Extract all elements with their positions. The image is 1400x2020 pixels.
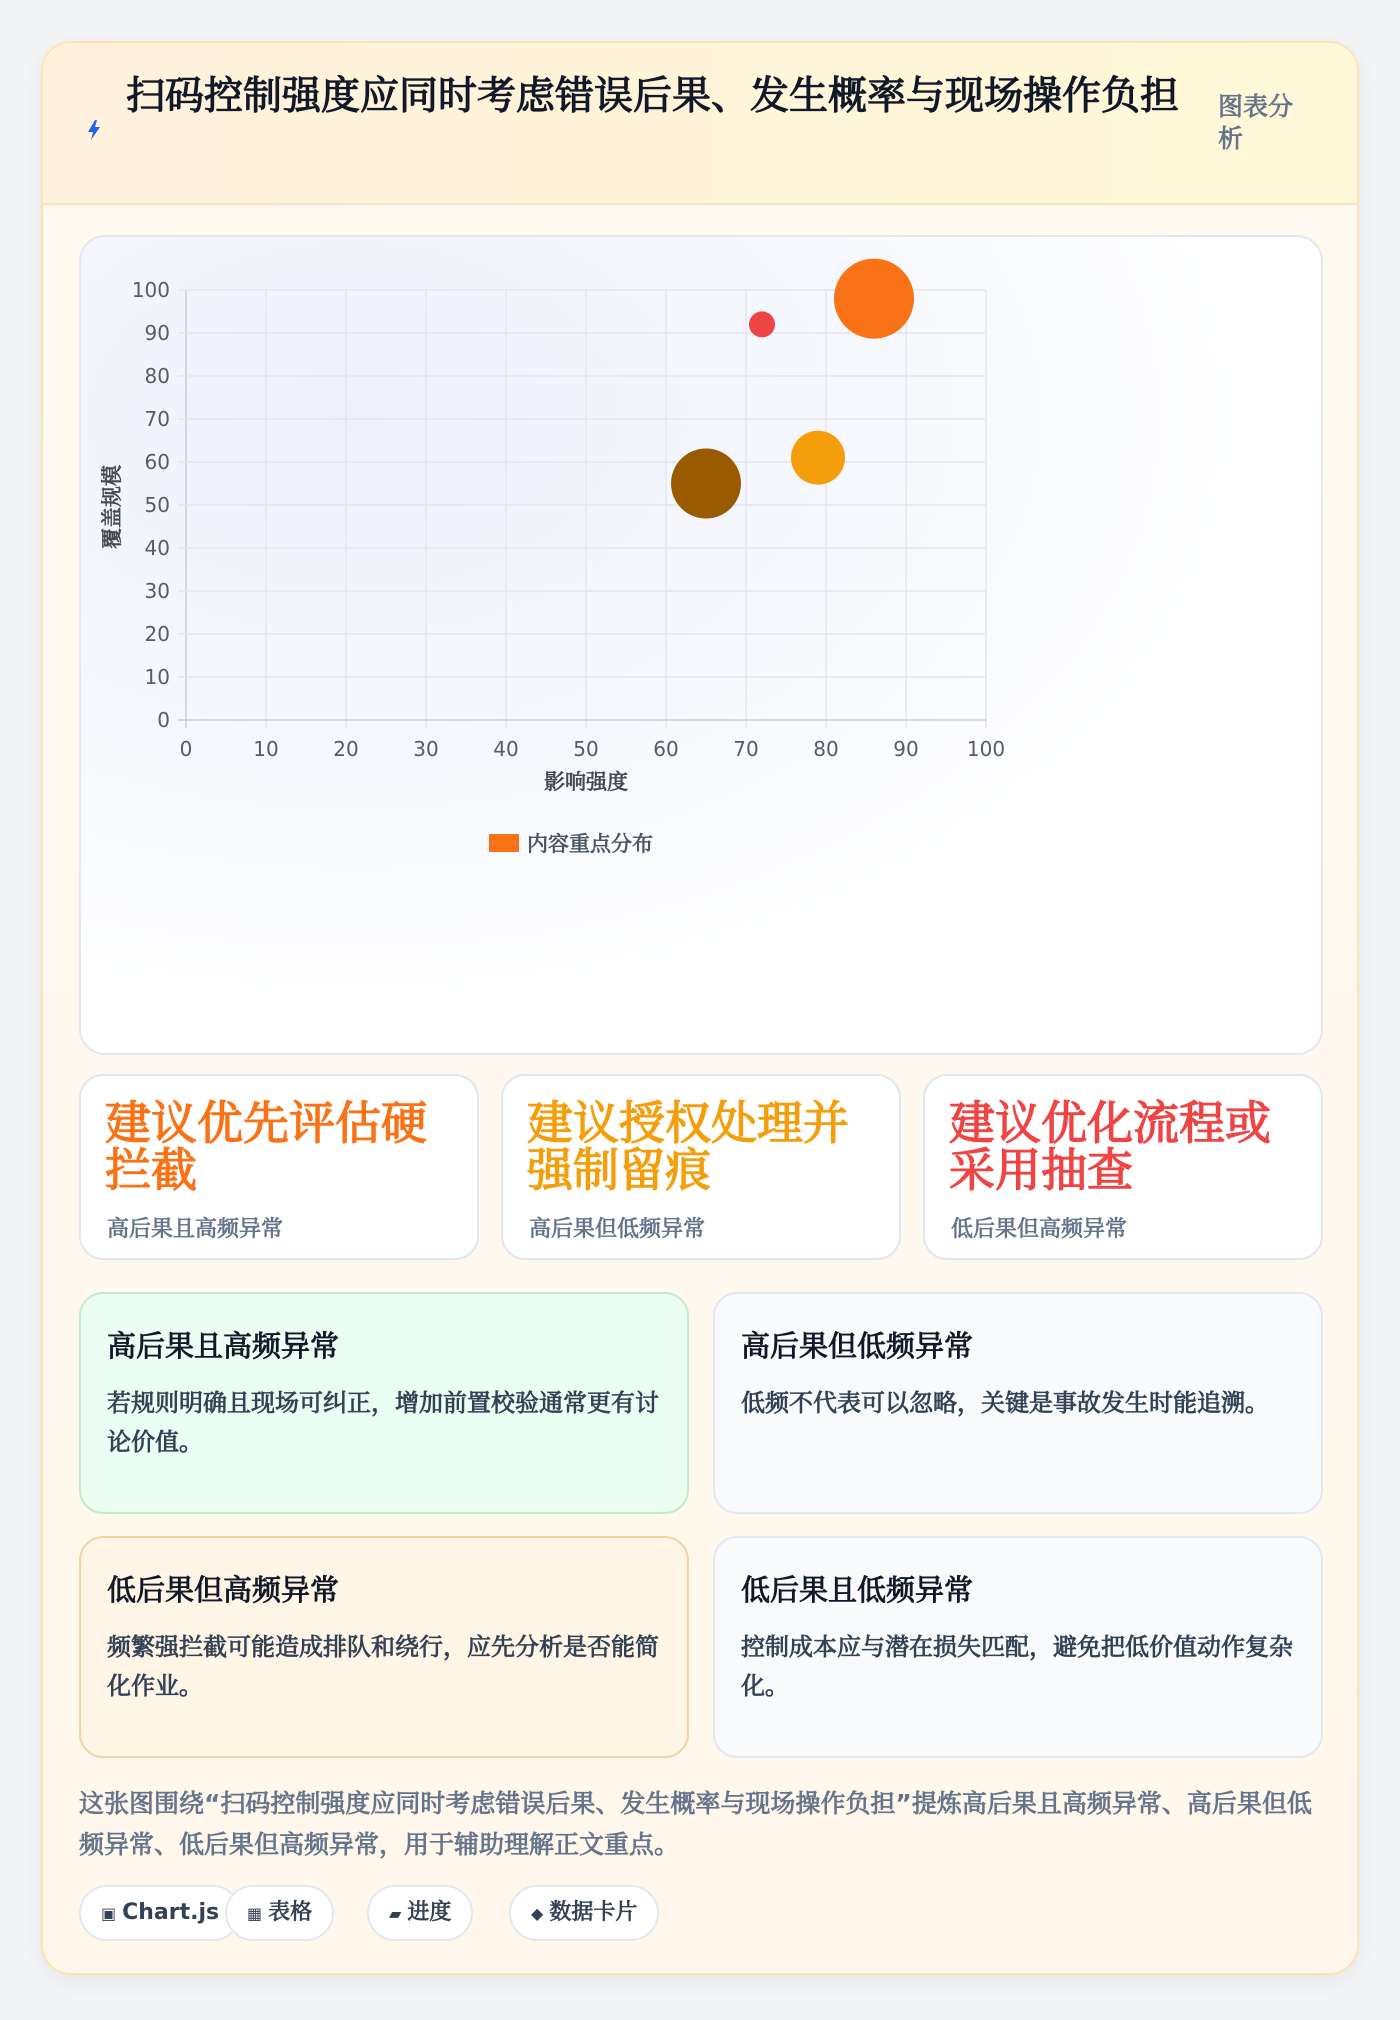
bubble-point[interactable] [834,259,914,339]
lightning-icon [85,119,103,141]
legend-swatch [489,834,519,852]
y-tick-label: 70 [144,407,170,431]
x-tick-label: 30 [413,737,439,761]
bubble-chart [81,237,1323,1055]
chart-analysis-badge: 图表分析 [1218,92,1294,153]
recommendation-title: 建议授权处理并强制留痕 [527,1096,849,1197]
quadrant-high-consequence-high-frequency [79,1292,689,1514]
y-tick-label: 30 [144,579,170,603]
quadrant-text: 若规则明确且现场可纠正，增加前置校验通常更有讨论价值。 [107,1389,659,1456]
y-tick-label: 80 [144,364,170,388]
x-tick-label: 80 [813,737,839,761]
x-tick-label: 90 [893,737,919,761]
quadrant-title: 高后果但低频异常 [741,1329,974,1363]
quadrant-low-consequence-low-frequency [713,1536,1323,1758]
recommendation-subtitle: 低后果但高频异常 [951,1217,1128,1242]
recommendation-card-authorize [501,1074,901,1260]
content-card [41,41,1359,1975]
quadrant-title: 低后果但高频异常 [107,1573,340,1607]
quadrant-text: 低频不代表可以忽略，关键是事故发生时能追溯。 [741,1389,1269,1417]
recommendation-subtitle: 高后果且高频异常 [107,1217,284,1242]
tag-progress[interactable] [367,1885,473,1941]
x-tick-label: 100 [966,737,1006,761]
chart-panel [79,235,1323,1055]
y-tick-label: 50 [144,493,170,517]
bubble-point[interactable] [671,449,741,519]
tag-label: Chart.js [122,1900,220,1925]
legend-label[interactable]: 内容重点分布 [527,832,653,856]
chart-icon: ▣ [101,1904,117,1923]
x-tick-label: 0 [179,737,193,761]
y-axis-title: 覆盖规模 [100,465,124,549]
x-tick-label: 50 [573,737,599,761]
quadrant-high-consequence-low-frequency [713,1292,1323,1514]
y-tick-label: 10 [144,665,170,689]
progress-icon: ▰ [389,1904,402,1923]
bubble-point[interactable] [749,311,775,337]
quadrant-title: 高后果且高频异常 [107,1329,340,1363]
x-tick-label: 10 [253,737,279,761]
recommendation-title: 建议优化流程或采用抽查 [949,1096,1271,1197]
x-axis-title: 影响强度 [544,770,628,794]
tag-table[interactable] [225,1885,334,1941]
x-tick-label: 20 [333,737,359,761]
tag-label: 数据卡片 [549,1900,638,1925]
x-tick-label: 60 [653,737,679,761]
quadrant-low-consequence-high-frequency [79,1536,689,1758]
recommendation-title: 建议优先评估硬拦截 [105,1096,427,1197]
tag-label: 表格 [268,1900,313,1925]
card-header [43,43,1357,205]
tag-chartjs[interactable] [79,1885,241,1941]
bubble-point[interactable] [791,431,845,485]
tag-label: 进度 [407,1900,452,1925]
recommendation-card-optimize [923,1074,1323,1260]
x-tick-label: 70 [733,737,759,761]
table-icon: ▦ [247,1904,263,1923]
y-tick-label: 90 [144,321,170,345]
quadrant-title: 低后果且低频异常 [741,1573,974,1607]
recommendation-subtitle: 高后果但低频异常 [529,1217,706,1242]
quadrant-text: 频繁强拦截可能造成排队和绕行，应先分析是否能简化作业。 [107,1633,659,1700]
quadrant-text: 控制成本应与潜在损失匹配，避免把低价值动作复杂化。 [741,1633,1293,1700]
y-tick-label: 0 [157,708,170,732]
diamond-icon: ◆ [531,1904,544,1923]
x-tick-label: 40 [493,737,519,761]
y-tick-label: 60 [144,450,170,474]
chart-caption: 这张图围绕“扫码控制强度应同时考虑错误后果、发生概率与现场操作负担”提炼高后果且高频异常、高后果但低频异常、低后果但高频异常，用于辅助理解正文重点。 [79,1789,1312,1859]
tag-data-card[interactable] [509,1885,659,1941]
recommendation-card-hard-block [79,1074,479,1260]
y-tick-label: 40 [144,536,170,560]
y-tick-label: 100 [131,278,170,302]
y-tick-label: 20 [144,622,170,646]
page-title: 扫码控制强度应同时考虑错误后果、发生概率与现场操作负担 [126,74,1180,119]
